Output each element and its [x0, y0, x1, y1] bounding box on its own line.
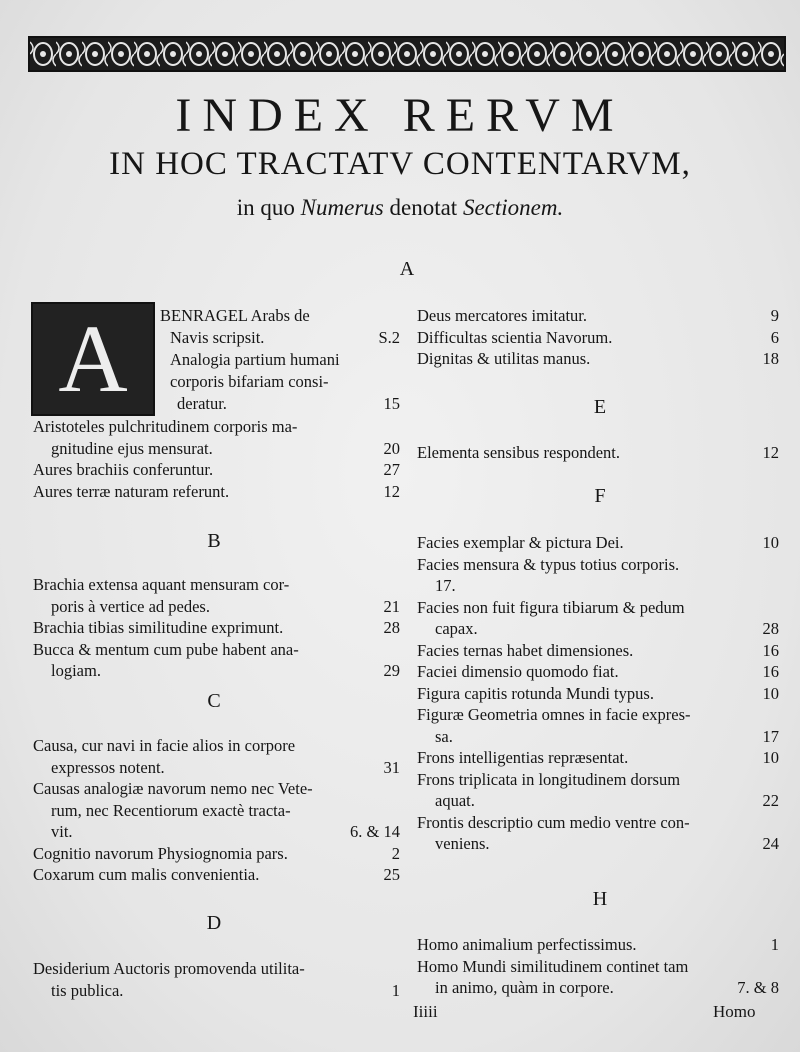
entry-c2-line-3 — [51, 821, 400, 842]
entry-text: tis publica. — [51, 980, 124, 1000]
entry-a-line-1 — [160, 305, 400, 326]
signature-mark: Iiiii — [413, 1002, 438, 1021]
entry-dr2-line-1 — [417, 327, 779, 348]
entry-text: 17. — [435, 576, 456, 595]
section-letter-e: E — [593, 396, 607, 418]
section-number: 9 — [770, 306, 779, 325]
caption-part-1: in quo — [236, 195, 301, 220]
entry-f9-line-1 — [417, 769, 779, 790]
entry-text: Difficultas scientia Navorum. — [417, 327, 613, 347]
entry-f3-line-2 — [435, 618, 779, 639]
entry-a2-line-1 — [33, 459, 400, 480]
section-number: 10 — [762, 748, 779, 767]
entry-f10-line-2 — [435, 833, 779, 854]
caption-part-3: denotat — [383, 195, 463, 220]
caption-part-4: Sectionem. — [462, 195, 564, 220]
section-letter-a: A — [399, 258, 415, 280]
entry-text: in animo, quàm in corpore. — [435, 978, 614, 997]
entry-e1-line-1 — [417, 442, 779, 463]
entry-h2-line-1 — [417, 956, 779, 977]
section-number: 7. & 8 — [737, 978, 779, 997]
entry-f7-line-2 — [435, 726, 779, 747]
entry-text: sa. — [435, 726, 453, 746]
entry-text: corporis bifariam consi- — [170, 372, 329, 391]
entry-a-line-4 — [170, 371, 400, 392]
entry-text: Frons intelligentias repræsentat. — [417, 748, 629, 767]
entry-a-line-5 — [177, 393, 400, 414]
entry-text: Figuræ Geometria omnes in facie expres- — [417, 705, 691, 724]
entry-c1-line-2 — [51, 757, 400, 778]
entry-f2-line-2 — [435, 575, 779, 596]
entry-text: Aristoteles pulchritudinem corporis ma- — [33, 417, 298, 436]
section-number: 22 — [762, 791, 779, 810]
entry-text: capax. — [435, 619, 478, 638]
ornament-pattern-icon — [30, 38, 784, 70]
entry-text: Aures terræ naturam referunt. — [33, 481, 230, 501]
entry-text: Deus mercatores imitatur. — [417, 306, 587, 325]
decorated-initial — [31, 302, 155, 416]
entry-text: Facies non fuit figura tibiarum & pedum — [417, 597, 685, 617]
entry-text: Bucca & mentum cum pube habent ana- — [33, 639, 299, 659]
entry-text: Facies ternas habet dimensiones. — [417, 640, 634, 660]
section-number: 17 — [762, 726, 779, 746]
entry-dr3-line-1 — [417, 348, 779, 369]
section-number: 6. & 14 — [350, 822, 400, 841]
entry-text: BENRAGEL Arabs de — [160, 306, 310, 325]
entry-text: rum, nec Recentiorum exactè tracta- — [51, 800, 291, 820]
entry-c4-line-1 — [33, 864, 400, 885]
entry-text: Analogia partium humani — [170, 350, 340, 369]
entry-d1-line-2 — [51, 980, 400, 1001]
entry-text: veniens. — [435, 834, 490, 853]
entry-text: Faciei dimensio quomodo fiat. — [417, 662, 619, 681]
entry-f9-line-2 — [435, 790, 779, 811]
section-number: 16 — [762, 640, 779, 660]
entry-text: Homo animalium perfectissimus. — [417, 935, 637, 954]
entry-text: Cognitio navorum Physiognomia pars. — [33, 843, 288, 863]
index-subtitle: IN HOC TRACTATV CONTENTARVM, — [109, 146, 691, 182]
entry-text: Brachia tibias similitudine exprimunt. — [33, 618, 284, 637]
entry-b2-line-1 — [33, 617, 400, 638]
entry-c2-line-2 — [51, 800, 400, 821]
entry-text: gnitudine ejus mensurat. — [51, 438, 213, 458]
catchword: Homo — [713, 1002, 756, 1021]
entry-c3-line-1 — [33, 843, 400, 864]
entry-a-line-2 — [170, 327, 400, 348]
index-title: INDEX RERVM — [175, 89, 625, 142]
entry-b3-line-2 — [51, 660, 400, 681]
entry-text: Facies exemplar & pictura Dei. — [417, 533, 624, 552]
entry-f1-line-1 — [417, 532, 779, 553]
section-letter-d: D — [206, 912, 222, 934]
section-number: S.2 — [378, 328, 400, 347]
entry-b1-line-2 — [51, 596, 400, 617]
entry-text: Frons triplicata in longitudinem dorsum — [417, 769, 681, 789]
section-number: 16 — [762, 662, 779, 681]
ornamental-border — [28, 36, 786, 72]
initial-letter: A — [58, 305, 128, 412]
section-number: 10 — [762, 533, 779, 552]
entry-text: Frontis descriptio cum medio ventre con- — [417, 812, 690, 832]
entry-text: Navis scripsit. — [170, 328, 265, 347]
entry-f10-line-1 — [417, 812, 779, 833]
section-number: 6 — [770, 327, 779, 347]
section-letter-b: B — [207, 530, 221, 552]
entry-text: Elementa sensibus respondent. — [417, 443, 620, 462]
entry-text: Desiderium Auctoris promovenda utilita- — [33, 959, 305, 978]
entry-f8-line-1 — [417, 747, 779, 768]
entry-dr1-line-1 — [417, 305, 779, 326]
entry-c2-line-1 — [33, 778, 400, 799]
section-number: 12 — [383, 481, 400, 501]
entry-text: deratur. — [177, 394, 227, 413]
entry-text: Causa, cur navi in facie alios in corpore — [33, 736, 296, 755]
section-number: 24 — [762, 834, 779, 853]
section-number: 28 — [383, 618, 400, 637]
section-number: 20 — [383, 438, 400, 458]
entry-text: Brachia extensa aquant mensuram cor- — [33, 575, 290, 594]
entry-a3-line-1 — [33, 481, 400, 502]
entry-f5-line-1 — [417, 661, 779, 682]
entry-text: Aures brachiis conferuntur. — [33, 460, 214, 479]
entry-text: expressos notent. — [51, 757, 165, 777]
entry-a-line-3 — [170, 349, 400, 370]
section-letter-c: C — [207, 690, 221, 712]
entry-text: poris à vertice ad pedes. — [51, 596, 210, 616]
caption-part-2: Numerus — [300, 195, 384, 220]
entry-a1-line-2 — [51, 438, 400, 459]
entry-text: Coxarum cum malis convenientia. — [33, 865, 260, 884]
entry-f6-line-1 — [417, 683, 779, 704]
entry-c1-line-1 — [33, 735, 400, 756]
section-number: 18 — [762, 349, 779, 368]
entry-text: Dignitas & utilitas manus. — [417, 349, 591, 368]
entry-text: Figura capitis rotunda Mundi typus. — [417, 683, 654, 703]
section-number: 15 — [383, 394, 400, 413]
entry-f7-line-1 — [417, 704, 779, 725]
section-number: 1 — [770, 935, 779, 954]
section-number: 21 — [383, 596, 400, 616]
entry-text: Causas analogiæ navorum nemo nec Vete- — [33, 779, 313, 798]
entry-f2-line-1 — [417, 554, 779, 575]
entry-f3-line-1 — [417, 597, 779, 618]
entry-text: Facies mensura & typus totius corporis. — [417, 554, 680, 574]
section-number: 2 — [391, 843, 400, 863]
section-number: 28 — [762, 619, 779, 638]
entry-text: logiam. — [51, 661, 101, 680]
section-number: 29 — [383, 661, 400, 680]
section-letter-f: F — [594, 485, 606, 507]
section-number: 1 — [391, 980, 400, 1000]
section-number: 12 — [762, 443, 779, 462]
entry-a1-line-1 — [33, 416, 400, 437]
entry-h2-line-2 — [435, 977, 779, 998]
entry-b1-line-1 — [33, 574, 400, 595]
entry-f4-line-1 — [417, 640, 779, 661]
entry-text: vit. — [51, 822, 73, 841]
entry-d1-line-1 — [33, 958, 400, 979]
entry-h1-line-1 — [417, 934, 779, 955]
section-number: 31 — [383, 757, 400, 777]
section-number: 25 — [383, 865, 400, 884]
entry-b3-line-1 — [33, 639, 400, 660]
section-number: 10 — [762, 683, 779, 703]
entry-text: aquat. — [435, 791, 475, 810]
section-letter-h: H — [592, 888, 608, 910]
index-caption — [0, 195, 800, 221]
entry-text: Homo Mundi similitudinem continet tam — [417, 956, 689, 976]
section-number: 27 — [383, 460, 400, 479]
